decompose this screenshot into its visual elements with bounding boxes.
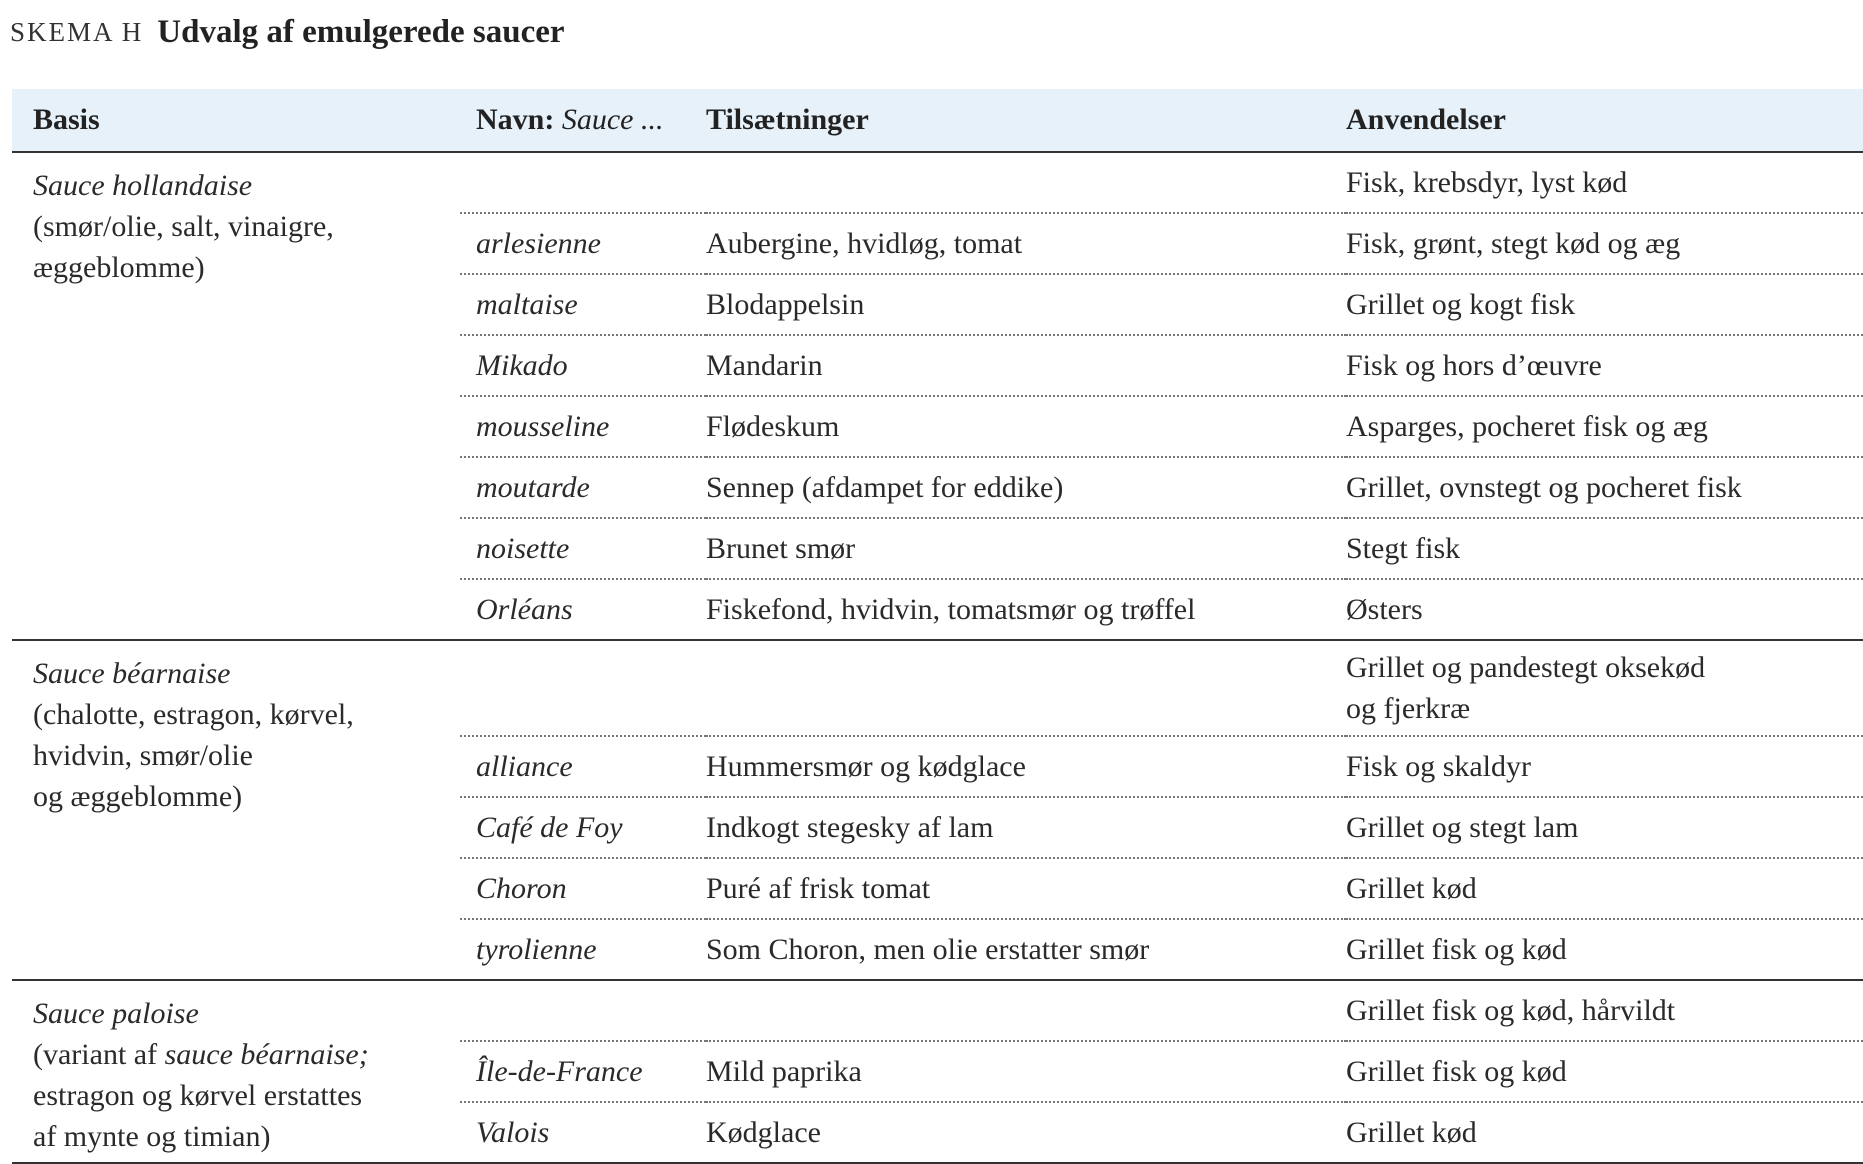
name-cell: Choron (460, 858, 706, 919)
basis-desc: estragon og kørvel erstattes (33, 1079, 363, 1112)
use-cell: Stegt fisk (1346, 518, 1863, 579)
page-heading (10, 10, 565, 54)
name-cell (460, 640, 706, 736)
name-cell (460, 980, 706, 1041)
basis-desc: (smør/olie, salt, vinaigre, (33, 210, 334, 243)
use-cell: Asparges, pocheret fisk og æg (1346, 396, 1863, 457)
use-cell: Grillet kød (1346, 1102, 1863, 1163)
basis-desc-italic: sauce béarnaise; (164, 1038, 369, 1071)
table-row (12, 980, 1863, 1041)
name-cell (460, 152, 706, 213)
name-cell: moutarde (460, 457, 706, 518)
name-cell: maltaise (460, 274, 706, 335)
use-cell: Grillet, ovnstegt og pocheret fisk (1346, 457, 1863, 518)
header-basis: Basis (12, 89, 460, 152)
addition-cell: Mild paprika (706, 1041, 1346, 1102)
table-row (12, 640, 1863, 736)
addition-cell: Sennep (afdampet for eddike) (706, 457, 1346, 518)
use-cell: Grillet og stegt lam (1346, 797, 1863, 858)
addition-cell: Kødglace (706, 1102, 1346, 1163)
use-cell: Fisk, krebsdyr, lyst kød (1346, 152, 1863, 213)
name-cell: Orléans (460, 579, 706, 640)
use-cell (1346, 640, 1863, 736)
basis-desc: hvidvin, smør/olie (33, 739, 253, 772)
basis-cell (12, 152, 460, 640)
use-cell: Grillet fisk og kød (1346, 1041, 1863, 1102)
use-cell: Fisk og skaldyr (1346, 736, 1863, 797)
name-cell: Café de Foy (460, 797, 706, 858)
name-cell: arlesienne (460, 213, 706, 274)
use-cell: Grillet kød (1346, 858, 1863, 919)
use-cell: Grillet fisk og kød (1346, 919, 1863, 980)
use-cell: Østers (1346, 579, 1863, 640)
schema-label: SKEMA H (10, 16, 144, 47)
table-header-row (12, 89, 1863, 152)
name-cell: Mikado (460, 335, 706, 396)
basis-cell (12, 980, 460, 1163)
addition-cell: Fiskefond, hvidvin, tomatsmør og trøffel (706, 579, 1346, 640)
basis-desc: æggeblomme) (33, 251, 205, 284)
name-cell: tyrolienne (460, 919, 706, 980)
addition-cell: Blodappelsin (706, 274, 1346, 335)
header-name-italic: Sauce ... (561, 103, 664, 136)
addition-cell: Hummersmør og kødglace (706, 736, 1346, 797)
basis-desc-part: (variant af (33, 1038, 158, 1071)
basis-desc: og æggeblomme) (33, 780, 243, 813)
addition-cell: Puré af frisk tomat (706, 858, 1346, 919)
name-cell: Île-de-France (460, 1041, 706, 1102)
basis-desc: af mynte og timian) (33, 1120, 271, 1153)
name-cell: mousseline (460, 396, 706, 457)
addition-cell: Indkogt stegesky af lam (706, 797, 1346, 858)
use-cell: Grillet fisk og kød, hårvildt (1346, 980, 1863, 1041)
name-cell: Valois (460, 1102, 706, 1163)
table-row (12, 152, 1863, 213)
basis-cell (12, 640, 460, 980)
basis-desc: (chalotte, estragon, kørvel, (33, 698, 354, 731)
basis-name: Sauce béarnaise (33, 657, 231, 690)
use-line: og fjerkræ (1346, 692, 1471, 725)
addition-cell: Aubergine, hvidløg, tomat (706, 213, 1346, 274)
addition-cell: Brunet smør (706, 518, 1346, 579)
name-cell: noisette (460, 518, 706, 579)
sauce-table (12, 89, 1863, 1164)
page-title: Udvalg af emulgerede saucer (157, 13, 565, 50)
header-uses: Anvendelser (1346, 89, 1863, 152)
name-cell: alliance (460, 736, 706, 797)
header-name-prefix: Navn: (476, 103, 555, 136)
addition-cell: Som Choron, men olie erstatter smør (706, 919, 1346, 980)
addition-cell (706, 640, 1346, 736)
addition-cell (706, 152, 1346, 213)
use-cell: Grillet og kogt fisk (1346, 274, 1863, 335)
use-cell: Fisk og hors d’œuvre (1346, 335, 1863, 396)
use-line: Grillet og pandestegt oksekød (1346, 651, 1706, 684)
header-name (460, 89, 706, 152)
basis-name: Sauce hollandaise (33, 169, 253, 202)
basis-desc (33, 1034, 460, 1075)
addition-cell: Flødeskum (706, 396, 1346, 457)
addition-cell (706, 980, 1346, 1041)
header-additions: Tilsætninger (706, 89, 1346, 152)
use-cell: Fisk, grønt, stegt kød og æg (1346, 213, 1863, 274)
addition-cell: Mandarin (706, 335, 1346, 396)
basis-name: Sauce paloise (33, 997, 199, 1030)
